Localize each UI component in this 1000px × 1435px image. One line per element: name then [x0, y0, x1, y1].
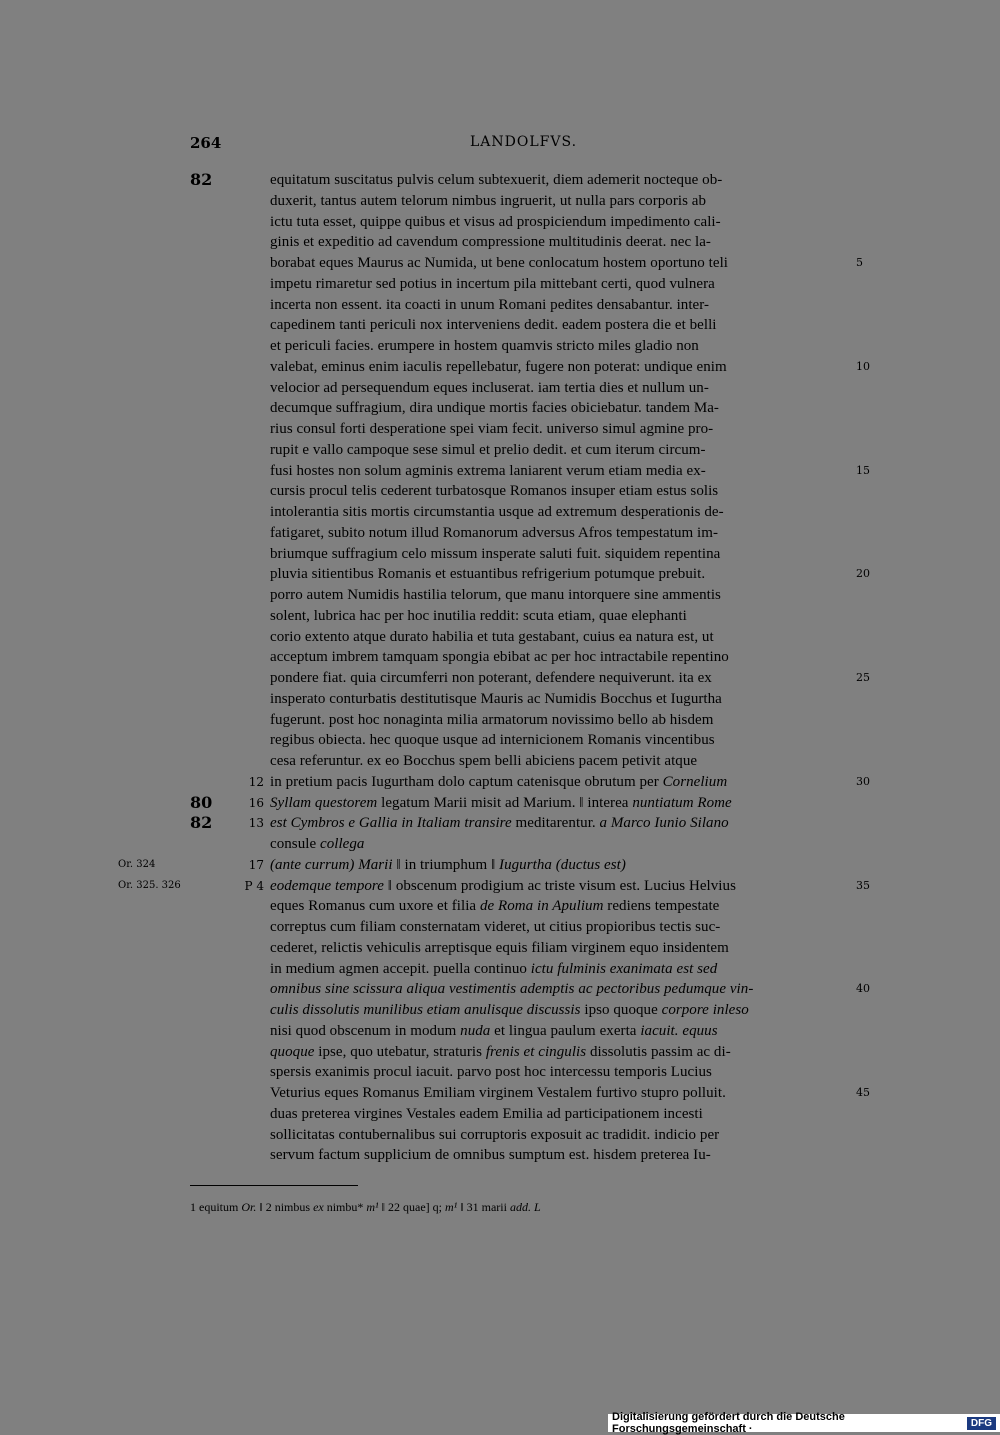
text-line: [0, 440, 1000, 461]
text-segment: ‖ 31 marii: [457, 1200, 510, 1214]
text-segment: nisi quod obscenum in modum: [270, 1022, 461, 1039]
text-line: [0, 627, 1000, 648]
italic-segment: (ante currum): [270, 856, 355, 873]
source-reference: Or. 324: [118, 858, 156, 870]
text-line: [0, 398, 1000, 419]
text-line: [0, 1000, 1000, 1021]
text-line: [0, 1083, 1000, 1104]
text-segment: ‖ in triumphum ‖: [392, 856, 500, 873]
section-reference: P 4: [244, 878, 264, 893]
line-text: decumque suffragium, dira undique mortis facies obiciebatur. tandem Ma-: [270, 400, 719, 417]
line-text: cesa referuntur. ex eo Bocchus spem belli abiciens pacem petivit atque: [270, 753, 698, 769]
section-reference: 16: [248, 795, 264, 810]
line-text: porro autem Numidis hastilia telorum, que manu intorquere sine ammentis: [270, 587, 721, 603]
text-line: [0, 357, 1000, 378]
text-line: [0, 544, 1000, 565]
text-line: [0, 1021, 1000, 1042]
text-line: [0, 212, 1000, 233]
italic-segment: quoque: [270, 1043, 315, 1060]
italic-segment: est Cymbros e Gallia in Italiam transire: [270, 815, 512, 832]
section-reference: 12: [248, 774, 264, 789]
line-text: impetu rimaretur sed potius in incertum pila mittebant certi, quod vulnera: [270, 275, 715, 292]
line-text: duxerit, tantus autem telorum nimbus ingruerit, ut nulla pars corporis ab: [270, 192, 707, 209]
line-number: 5: [856, 256, 863, 269]
line-text: [270, 1042, 850, 1063]
line-text: solent, lubrica hac per hoc inutilia reddit: scuta etiam, quae elephanti: [270, 607, 687, 624]
line-number: 15: [856, 463, 870, 477]
text-line: [0, 751, 1000, 772]
text-line: [0, 170, 1000, 191]
text-line: [0, 253, 1000, 274]
italic-segment: m¹: [366, 1200, 379, 1214]
text-line: [0, 606, 1000, 627]
text-line: [0, 979, 1000, 1000]
chapter-reference: 82: [190, 170, 213, 189]
line-text: cederet, relictis vehiculis arreptisque equis filiam virginem equo insidentem: [270, 939, 729, 956]
text-segment: dissolutis passim ac di-: [586, 1043, 731, 1060]
line-text: intolerantia sitis mortis circumstantia usque ad extremum desperationis de-: [270, 504, 724, 520]
main-text: [0, 170, 1000, 1166]
italic-segment: Marii: [358, 856, 393, 873]
line-text: cursis procul telis cederent turbatosque Romanos insuper etiam estus solis: [270, 483, 719, 500]
text-segment: et lingua paulum exerta: [490, 1022, 641, 1039]
dfg-logo: DFG: [967, 1417, 996, 1430]
text-segment: ipse, quo utebatur, straturis: [314, 1043, 486, 1060]
line-text: [270, 1000, 850, 1021]
text-line: [0, 730, 1000, 751]
line-text: [270, 896, 850, 917]
italic-segment: a Marco Iunio Silano: [599, 815, 729, 832]
text-segment: ipso quoque: [580, 1002, 662, 1018]
line-number: 45: [856, 1086, 870, 1099]
line-number: 30: [856, 774, 870, 788]
line-text: rupit e vallo campoque sese simul et prelio dedit. et cum iterum circum-: [270, 441, 706, 458]
text-segment: ‖ 2 nimbus: [256, 1200, 314, 1214]
line-text: corio extento atque durato habilia et tuta gestabant, cuius ea natura est, ut: [270, 628, 714, 645]
text-line: [0, 523, 1000, 544]
text-segment: consule: [270, 836, 320, 852]
text-line: [0, 772, 1000, 793]
line-text: ginis et expeditio ad cavendum compressione multitudinis deerat. nec la-: [270, 234, 711, 251]
line-text: [270, 979, 850, 1000]
line-text: [270, 813, 850, 834]
text-segment: eques Romanus cum uxore et filia: [270, 898, 480, 915]
italic-segment: m¹: [445, 1200, 458, 1214]
text-line: [0, 917, 1000, 938]
italic-segment: nuda: [460, 1022, 491, 1039]
text-line: [0, 1104, 1000, 1125]
line-text: borabat eques Maurus ac Numida, ut bene conlocatum hostem oportuno teli: [270, 255, 729, 271]
line-text: capedinem tanti periculi nox interveniens dedit. eadem postera die et belli: [270, 317, 717, 334]
text-line: [0, 647, 1000, 668]
footnotes: [190, 1200, 541, 1215]
line-text: regibus obiecta. hec quoque usque ad internicionem Romanis vincentibus: [270, 732, 715, 749]
text-line: [0, 793, 1000, 814]
line-text: fatigaret, subito notum illud Romanorum adversus Afros tempestatum im-: [270, 524, 719, 541]
line-text: briumque suffragium celo missum insperate saluti fuit. siquidem repentina: [270, 545, 721, 562]
line-text: correptus cum filiam consternatam videret, ut citius propioribus tectis suc-: [270, 919, 721, 935]
text-line: [0, 855, 1000, 876]
line-text: velocior ad persequendum eques incluserat. iam tertia dies et nullum un-: [270, 379, 709, 396]
line-text: rius consul forti desperatione spei viam fecit. universo simul agmine pro-: [270, 421, 714, 437]
text-line: [0, 668, 1000, 689]
text-segment: meditarentur.: [511, 815, 600, 832]
text-line: [0, 419, 1000, 440]
text-line: [0, 1042, 1000, 1063]
line-text: [270, 959, 850, 980]
funding-note: Digitalisierung gefördert durch die Deutsche Forschungsgemeinschaft ·: [612, 1411, 845, 1435]
line-text: [270, 876, 850, 897]
italic-segment: culis dissolutis munilibus etiam anulisque discussis: [270, 1002, 581, 1018]
text-segment: ‖ obscenum prodigium ac triste visum est. Lucius Helvius: [383, 877, 736, 894]
text-segment: in medium agmen accepit. puella continuo: [270, 960, 531, 977]
line-text: [270, 793, 850, 814]
italic-segment: Iugurtha (ductus est): [499, 856, 626, 873]
line-text: ictu tuta esset, quippe quibus et visus ad prospiciendum impedimento cali-: [270, 213, 721, 230]
text-line: [0, 710, 1000, 731]
text-line: [0, 689, 1000, 710]
line-text: duas preterea virgines Vestales eadem Emilia ad participationem incesti: [270, 1105, 703, 1122]
line-text: incerta non essent. ita coacti in unum Romani pedites densabantur. inter-: [270, 296, 710, 313]
running-head: LANDOLFVS.: [470, 134, 578, 150]
source-reference: Or. 325. 326: [118, 879, 181, 891]
line-text: equitatum suscitatus pulvis celum subtexuerit, diem ademerit nocteque ob-: [270, 172, 723, 188]
text-segment: in pretium pacis Iugurtham dolo captum catenisque obrutum per: [270, 773, 663, 790]
line-text: fugerunt. post hoc nonaginta milia armatorum novissimo bello ab hisdem: [270, 711, 714, 728]
text-segment: legatum Marii misit ad Marium. ‖ interea: [377, 794, 633, 811]
line-text: pluvia sitientibus Romanis et estuantibus refrigerium potumque prebuit.: [270, 566, 706, 583]
line-text: pondere fiat. quia circumferri non poterant, defendere nequiverunt. ita ex: [270, 670, 712, 686]
line-text: spersis exanimis procul iacuit. parvo post hoc intercessu temporis Lucius: [270, 1064, 712, 1081]
italic-segment: corpore inleso: [661, 1002, 749, 1018]
chapter-reference: 80: [190, 792, 213, 812]
text-line: [0, 502, 1000, 523]
line-number: 20: [856, 567, 870, 581]
line-number: 25: [856, 671, 870, 684]
line-number: 40: [856, 982, 870, 996]
line-text: sollicitatas contubernalibus sui corruptoris exposuit ac tradidit. indicio per: [270, 1126, 720, 1143]
line-text: insperato conturbatis destitutisque Mauris ac Numidis Bocchus et Iugurtha: [270, 690, 722, 707]
footnote-line: [190, 1200, 541, 1215]
italic-segment: Cornelium: [662, 773, 728, 790]
italic-segment: frenis et cingulis: [485, 1043, 587, 1060]
italic-segment: eodemque tempore: [270, 877, 384, 894]
line-text: acceptum imbrem tamquam spongia ebibat ac per hoc intractabile repentino: [270, 649, 729, 666]
footnote-divider: [190, 1185, 358, 1186]
text-line: [0, 315, 1000, 336]
line-number: 10: [856, 359, 870, 373]
line-text: et periculi facies. erumpere in hostem quamvis stricto miles gladio non: [270, 338, 699, 354]
italic-segment: omnibus sine scissura aliqua vestimentis ademptis ac pectoribus pedumque vin-: [270, 981, 754, 998]
italic-segment: iacuit. equus: [640, 1022, 718, 1039]
italic-segment: nuntiatum Rome: [632, 794, 732, 811]
text-line: [0, 295, 1000, 316]
funding-footer: [608, 1411, 1000, 1435]
italic-segment: add. L: [509, 1200, 541, 1214]
text-line: [0, 461, 1000, 482]
italic-segment: collega: [319, 836, 365, 852]
line-text: valebat, eminus enim iaculis repellebatur, fugere non poterat: undique enim: [270, 358, 727, 375]
chapter-reference: 82: [190, 813, 213, 833]
text-line: [0, 232, 1000, 253]
line-text: [270, 772, 850, 793]
text-line: [0, 896, 1000, 917]
line-number: 35: [856, 878, 870, 892]
line-text: [270, 855, 850, 876]
text-line: [0, 1062, 1000, 1083]
text-line: [0, 834, 1000, 855]
text-line: [0, 274, 1000, 295]
page-header: [0, 134, 1000, 154]
italic-segment: ictu fulminis exanimata est sed: [530, 960, 718, 977]
line-text: Veturius eques Romanus Emiliam virginem Vestalem furtivo stupro polluit.: [270, 1085, 726, 1101]
text-line: [0, 378, 1000, 399]
italic-segment: ex: [313, 1200, 324, 1214]
section-reference: 17: [248, 857, 264, 872]
text-line: [0, 585, 1000, 606]
text-line: [0, 481, 1000, 502]
section-reference: 13: [248, 816, 264, 831]
line-text: [270, 834, 850, 855]
italic-segment: Or.: [241, 1200, 257, 1214]
italic-segment: de Roma in Apulium: [479, 898, 604, 915]
text-segment: 1 equitum: [190, 1200, 242, 1214]
text-segment: ‖ 22 quae] q;: [378, 1200, 446, 1214]
text-line: [0, 1145, 1000, 1166]
text-line: [0, 191, 1000, 212]
page-number: 264: [190, 134, 222, 152]
text-segment: nimbu*: [323, 1200, 367, 1214]
text-segment: rediens tempestate: [603, 898, 720, 915]
text-line: [0, 1125, 1000, 1146]
text-line: [0, 564, 1000, 585]
text-line: [0, 959, 1000, 980]
text-line: [0, 938, 1000, 959]
text-line: [0, 813, 1000, 834]
line-text: fusi hostes non solum agminis extrema laniarent verum etiam media ex-: [270, 462, 706, 479]
text-line: [0, 336, 1000, 357]
line-text: servum factum supplicium de omnibus sumptum est. hisdem preterea Iu-: [270, 1147, 711, 1164]
text-line: [0, 876, 1000, 897]
italic-segment: Syllam questorem: [270, 794, 378, 811]
line-text: [270, 1021, 850, 1042]
